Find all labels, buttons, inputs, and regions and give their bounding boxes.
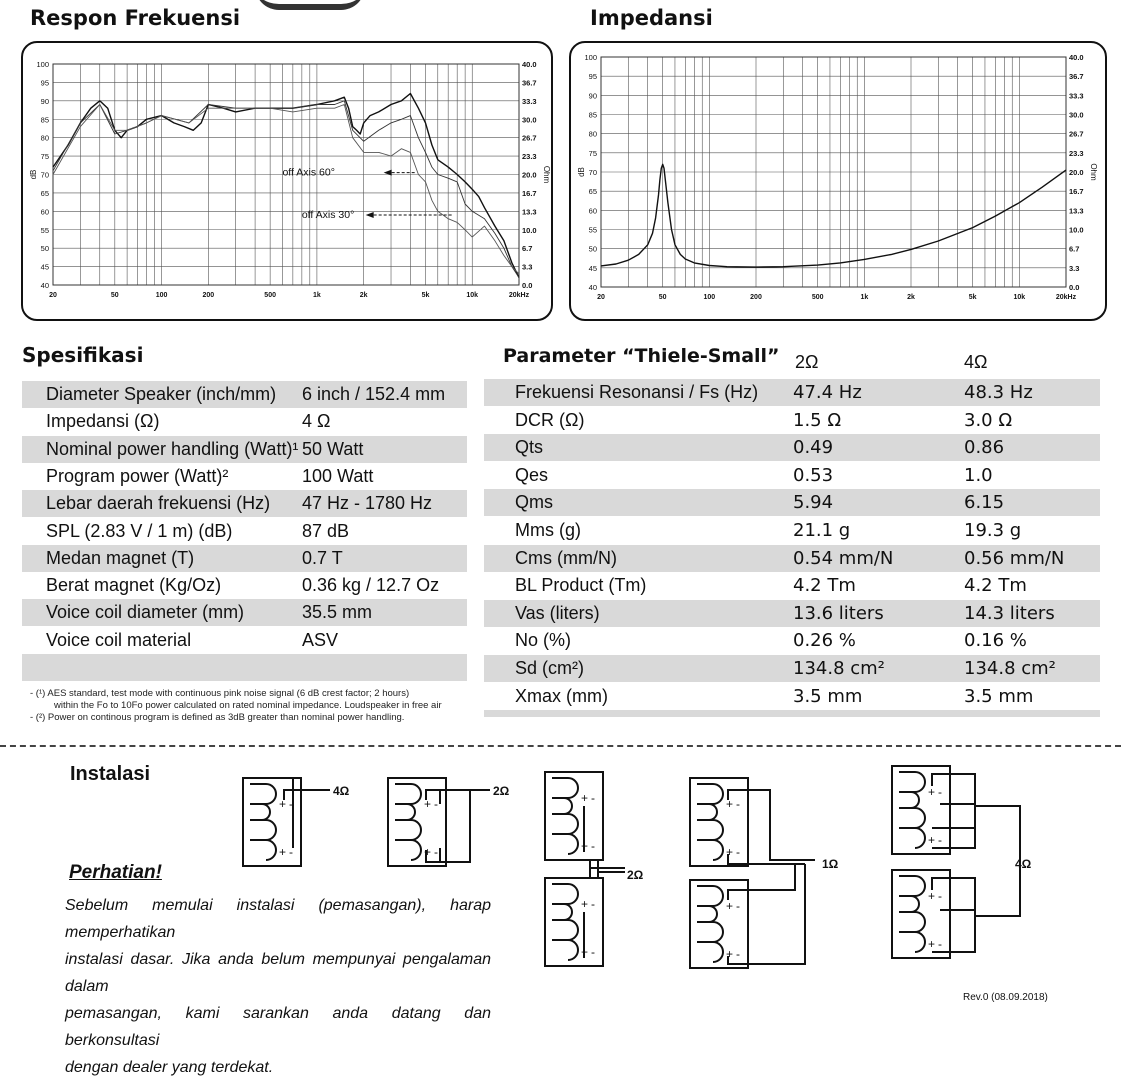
ts-value-2ohm: 1.5 Ω xyxy=(793,409,842,431)
y-axis-label: dB xyxy=(29,169,38,180)
ts-value-2ohm: 4.2 Tm xyxy=(793,575,856,597)
svg-text:+: + xyxy=(279,797,287,811)
spec-label: Berat magnet (Kg/Oz) xyxy=(46,575,222,596)
spec-value: 6 inch / 152.4 mm xyxy=(302,384,446,404)
ts-table-bottom xyxy=(484,710,1100,717)
ts-label: DCR (Ω) xyxy=(515,409,585,430)
x-tick-label: 10k xyxy=(466,292,479,299)
ts-value-2ohm: 3.5 mm xyxy=(793,685,863,707)
ts-label: Frekuensi Resonansi / Fs (Hz) xyxy=(515,382,759,402)
svg-text:-: - xyxy=(736,947,740,961)
y2-tick-label: 33.3 xyxy=(522,96,537,106)
y2-tick-label: 13.3 xyxy=(522,207,537,217)
wiring-label-3: 2Ω xyxy=(627,868,644,882)
x-tick-label: 5k xyxy=(968,294,977,301)
ts-label: Qes xyxy=(515,464,549,485)
svg-text:-: - xyxy=(289,797,293,811)
svg-text:-: - xyxy=(736,899,740,913)
impedance-panel xyxy=(569,41,1107,321)
spec-label: Diameter Speaker (inch/mm) xyxy=(46,384,277,404)
svg-text:+: + xyxy=(581,839,589,853)
y2-tick-label: 10.0 xyxy=(1069,225,1084,235)
y-tick-label: 45 xyxy=(588,263,597,273)
spec-footnote: within the Fo to 10Fo power calculated on rated nominal impedance. Loudspeaker in free air xyxy=(54,700,442,711)
ts-row xyxy=(484,683,1100,710)
spec-value: 4 Ω xyxy=(302,411,331,432)
spec-label: Impedansi (Ω) xyxy=(46,411,160,432)
svg-text:+: + xyxy=(581,897,589,911)
wiring-label-5: 4Ω xyxy=(1015,857,1032,871)
y2-tick-label: 13.3 xyxy=(1069,206,1084,216)
svg-text:-: - xyxy=(938,889,942,903)
spec-row xyxy=(22,381,467,408)
y2-tick-label: 10.0 xyxy=(522,225,537,235)
ts-value-4ohm: 0.86 xyxy=(964,437,1005,459)
x-tick-label: 100 xyxy=(703,294,716,301)
ts-row xyxy=(484,407,1100,434)
spec-row xyxy=(22,436,467,463)
svg-text:-: - xyxy=(938,785,942,799)
spec-row xyxy=(22,518,467,545)
x-tick-label: 20kHz xyxy=(508,292,530,299)
ts-col-4ohm: 4Ω xyxy=(964,352,988,372)
y-tick-label: 90 xyxy=(40,96,49,106)
series-line-1 xyxy=(53,94,519,278)
ts-value-4ohm: 48.3 Hz xyxy=(964,382,1033,403)
series-line-3 xyxy=(53,105,519,274)
spec-label: Nominal power handling (Watt)¹ xyxy=(46,438,299,459)
svg-text:-: - xyxy=(289,845,293,859)
y-tick-label: 95 xyxy=(588,72,597,82)
ts-value-4ohm: 3.5 mm xyxy=(964,685,1034,707)
ts-row xyxy=(484,572,1100,599)
x-tick-label: 1k xyxy=(860,294,869,301)
annotation-off-axis-30: off Axis 30° xyxy=(301,209,355,222)
install-title: Instalasi xyxy=(70,763,151,785)
y-tick-label: 65 xyxy=(588,187,597,197)
y-tick-label: 70 xyxy=(40,170,49,180)
y-tick-label: 100 xyxy=(36,60,49,69)
svg-text:+: + xyxy=(581,945,589,959)
spec-label: Voice coil material xyxy=(46,629,192,650)
wiring-single-4ohm xyxy=(243,778,330,866)
ts-value-2ohm: 134.8 cm² xyxy=(793,658,885,679)
svg-text:-: - xyxy=(434,845,438,859)
spec-value: 87 dB xyxy=(302,520,350,541)
wiring-label-1: 4Ω xyxy=(333,784,350,798)
ts-value-2ohm: 47.4 Hz xyxy=(793,382,862,403)
revision-label: Rev.0 (08.09.2018) xyxy=(963,992,1048,1003)
warning-line: dengan dealer yang terdekat. xyxy=(65,1059,274,1076)
impedance-title: Impedansi xyxy=(590,6,713,30)
warning-title: Perhatian! xyxy=(69,862,162,883)
y-tick-label: 85 xyxy=(40,115,49,125)
svg-text:-: - xyxy=(591,897,595,911)
warning-line: instalasi dasar. Jika anda belum mempunyai pengalaman dalam xyxy=(65,951,491,995)
spec-value: 100 Watt xyxy=(302,465,374,486)
x-tick-label: 500 xyxy=(264,292,276,299)
warning-line: pemasangan, kami sarankan anda datang dan berkonsultasi xyxy=(65,1005,491,1049)
spec-value: 47 Hz - 1780 Hz xyxy=(302,493,433,514)
section-divider xyxy=(0,745,1121,747)
svg-text:+: + xyxy=(726,899,734,913)
y-tick-label: 80 xyxy=(588,129,597,139)
ts-row xyxy=(484,434,1100,461)
ts-label: Qms xyxy=(515,492,553,513)
ts-label: Cms (mm/N) xyxy=(515,547,617,568)
y2-tick-label: 26.7 xyxy=(1069,129,1084,139)
y2-tick-label: 30.0 xyxy=(1069,110,1084,120)
impedance-chart xyxy=(571,43,1105,319)
wiring-dual-1ohm xyxy=(690,778,815,968)
ts-label: Sd (cm²) xyxy=(515,658,584,678)
y2-tick-label: 3.3 xyxy=(522,262,533,272)
y-tick-label: 75 xyxy=(40,152,49,162)
svg-text:-: - xyxy=(736,797,740,811)
y-tick-label: 50 xyxy=(588,244,597,254)
ts-value-2ohm: 13.6 liters xyxy=(793,602,884,624)
series-line-1 xyxy=(601,164,1066,267)
wiring-dual-4ohm xyxy=(892,766,1020,958)
y-tick-label: 70 xyxy=(588,168,597,177)
ts-label: Vas (liters) xyxy=(515,602,600,623)
svg-text:+: + xyxy=(726,845,734,859)
spec-value: 0.7 T xyxy=(302,547,343,568)
y2-axis-label: Ohm xyxy=(1089,163,1098,181)
spec-row xyxy=(22,545,467,572)
spec-value: ASV xyxy=(302,629,339,650)
series-line-2 xyxy=(53,101,519,278)
y2-tick-label: 0.0 xyxy=(522,281,533,290)
ts-title: Parameter “Thiele-Small” xyxy=(503,345,780,367)
specs-title: Spesifikasi xyxy=(22,343,144,367)
wiring-single-2ohm xyxy=(388,778,490,866)
x-tick-label: 20 xyxy=(597,294,605,301)
ts-value-2ohm: 0.53 xyxy=(793,464,834,486)
x-tick-label: 2k xyxy=(907,294,915,301)
y2-tick-label: 20.0 xyxy=(1069,168,1084,177)
x-tick-label: 20 xyxy=(49,292,57,299)
svg-text:+: + xyxy=(928,937,936,951)
y2-tick-label: 6.7 xyxy=(1069,244,1080,254)
ts-value-4ohm: 14.3 liters xyxy=(964,602,1055,624)
x-tick-label: 50 xyxy=(658,294,667,301)
y2-tick-label: 23.3 xyxy=(522,152,537,162)
spec-label: Program power (Watt)² xyxy=(46,465,229,486)
ts-label: No (%) xyxy=(515,630,572,651)
x-tick-label: 100 xyxy=(155,292,168,299)
ts-value-4ohm: 6.15 xyxy=(964,492,1005,514)
y-tick-label: 55 xyxy=(588,225,597,235)
ts-row xyxy=(484,655,1100,682)
y2-tick-label: 23.3 xyxy=(1069,148,1084,158)
freq-response-panel xyxy=(21,41,553,321)
y-tick-label: 95 xyxy=(40,78,49,88)
y-tick-label: 65 xyxy=(40,188,49,198)
svg-text:+: + xyxy=(279,845,287,859)
warning-line: Sebelum memulai instalasi (pemasangan), harap memperhatikan xyxy=(65,897,491,941)
spec-label: SPL (2.83 V / 1 m) (dB) xyxy=(46,520,233,541)
x-tick-label: 10k xyxy=(1013,294,1026,301)
y-tick-label: 55 xyxy=(40,225,49,235)
svg-text:+: + xyxy=(928,889,936,903)
spec-row xyxy=(22,654,467,681)
ts-label: Mms (g) xyxy=(515,520,581,540)
spec-value: 0.36 kg / 12.7 Oz xyxy=(302,575,440,596)
svg-text:-: - xyxy=(736,845,740,859)
y2-tick-label: 30.0 xyxy=(522,115,537,125)
ts-value-2ohm: 0.26 % xyxy=(793,630,856,652)
y2-tick-label: 20.0 xyxy=(522,170,537,180)
x-tick-label: 50 xyxy=(110,292,119,299)
svg-text:+: + xyxy=(726,797,734,811)
ts-row xyxy=(484,600,1100,627)
y-tick-label: 40 xyxy=(40,281,49,290)
x-tick-label: 5k xyxy=(421,292,430,299)
y-tick-label: 60 xyxy=(40,207,49,217)
spec-row xyxy=(22,408,467,435)
ts-value-4ohm: 4.2 Tm xyxy=(964,575,1027,597)
svg-text:+: + xyxy=(928,785,936,799)
y-tick-label: 60 xyxy=(588,206,597,216)
svg-text:+: + xyxy=(424,797,432,811)
ts-value-4ohm: 3.0 Ω xyxy=(964,409,1013,431)
y-tick-label: 50 xyxy=(40,244,49,254)
ts-value-4ohm: 0.16 % xyxy=(964,630,1027,652)
y2-tick-label: 3.3 xyxy=(1069,263,1080,273)
y2-tick-label: 36.7 xyxy=(1069,72,1084,82)
svg-text:+: + xyxy=(424,845,432,859)
y-tick-label: 85 xyxy=(588,110,597,120)
ts-label: BL Product (Tm) xyxy=(515,575,647,596)
spec-row xyxy=(22,463,467,490)
svg-text:-: - xyxy=(938,937,942,951)
y-tick-label: 80 xyxy=(40,133,49,143)
ts-row xyxy=(484,462,1100,489)
ts-value-4ohm: 0.56 mm/N xyxy=(964,547,1065,569)
y-tick-label: 90 xyxy=(588,91,597,101)
y2-tick-label: 36.7 xyxy=(522,78,537,88)
wiring-label-4: 1Ω xyxy=(822,857,839,871)
warning-text xyxy=(65,892,491,1081)
ts-value-4ohm: 134.8 cm² xyxy=(964,658,1056,679)
freq-response-title: Respon Frekuensi xyxy=(30,6,241,30)
y2-tick-label: 16.7 xyxy=(1069,187,1084,197)
wiring-label-2: 2Ω xyxy=(493,784,510,798)
ts-row xyxy=(484,627,1100,654)
ts-value-2ohm: 5.94 xyxy=(793,492,834,514)
ts-row xyxy=(484,379,1100,406)
spec-footnote: - (¹) AES standard, test mode with continuous pink noise signal (6 dB crest factor; 2 hours) xyxy=(30,688,410,699)
freq-response-chart xyxy=(23,43,551,319)
svg-text:-: - xyxy=(591,839,595,853)
y-tick-label: 45 xyxy=(40,262,49,272)
y2-tick-label: 26.7 xyxy=(522,133,537,143)
spec-label: Medan magnet (T) xyxy=(46,547,195,568)
arrow-head-30 xyxy=(366,212,374,218)
y-tick-label: 40 xyxy=(588,283,597,292)
x-tick-label: 200 xyxy=(750,294,762,301)
y2-axis-label: Ohm xyxy=(542,165,551,184)
ts-row xyxy=(484,489,1100,516)
x-tick-label: 2k xyxy=(359,292,368,299)
y-axis-label: dB xyxy=(577,167,586,177)
y2-tick-label: 0.0 xyxy=(1069,283,1080,292)
svg-text:-: - xyxy=(591,791,595,805)
ts-value-2ohm: 0.49 xyxy=(793,437,834,459)
svg-text:+: + xyxy=(726,947,734,961)
y2-tick-label: 6.7 xyxy=(522,244,533,254)
top-decoration xyxy=(255,0,365,10)
x-tick-label: 500 xyxy=(811,294,824,301)
spec-label: Voice coil diameter (mm) xyxy=(46,602,245,623)
ts-row xyxy=(484,545,1100,572)
y2-tick-label: 16.7 xyxy=(522,188,537,198)
spec-row xyxy=(22,572,467,599)
spec-row xyxy=(22,490,467,517)
svg-text:-: - xyxy=(434,797,438,811)
ts-value-4ohm: 1.0 xyxy=(964,464,993,486)
ts-value-2ohm: 21.1 g xyxy=(793,520,851,541)
annotation-off-axis-60: off Axis 60° xyxy=(282,166,335,179)
y-tick-label: 75 xyxy=(588,148,597,158)
x-tick-label: 200 xyxy=(202,292,215,299)
ts-label: Qts xyxy=(515,437,544,458)
spec-row xyxy=(22,627,467,654)
ts-row xyxy=(484,517,1100,544)
ts-value-2ohm: 0.54 mm/N xyxy=(793,547,894,569)
ts-col-2ohm: 2Ω xyxy=(795,352,819,372)
svg-text:-: - xyxy=(938,833,942,847)
x-tick-label: 20kHz xyxy=(1055,294,1077,301)
y-tick-label: 100 xyxy=(584,53,597,62)
svg-text:+: + xyxy=(928,833,936,847)
spec-footnote: - (²) Power on continous program is defined as 3dB greater than nominal power handling. xyxy=(30,712,405,723)
spec-label: Lebar daerah frekuensi (Hz) xyxy=(46,493,271,514)
ts-value-4ohm: 19.3 g xyxy=(964,520,1022,541)
y2-tick-label: 40.0 xyxy=(522,60,537,69)
svg-text:+: + xyxy=(581,791,589,805)
y2-tick-label: 40.0 xyxy=(1069,53,1084,62)
chart-grid xyxy=(601,57,1066,287)
y2-tick-label: 33.3 xyxy=(1069,91,1084,101)
svg-text:-: - xyxy=(591,945,595,959)
spec-value: 35.5 mm xyxy=(302,602,373,623)
ts-label: Xmax (mm) xyxy=(515,685,608,706)
spec-row xyxy=(22,599,467,626)
x-tick-label: 1k xyxy=(313,292,321,299)
spec-value: 50 Watt xyxy=(302,438,364,459)
